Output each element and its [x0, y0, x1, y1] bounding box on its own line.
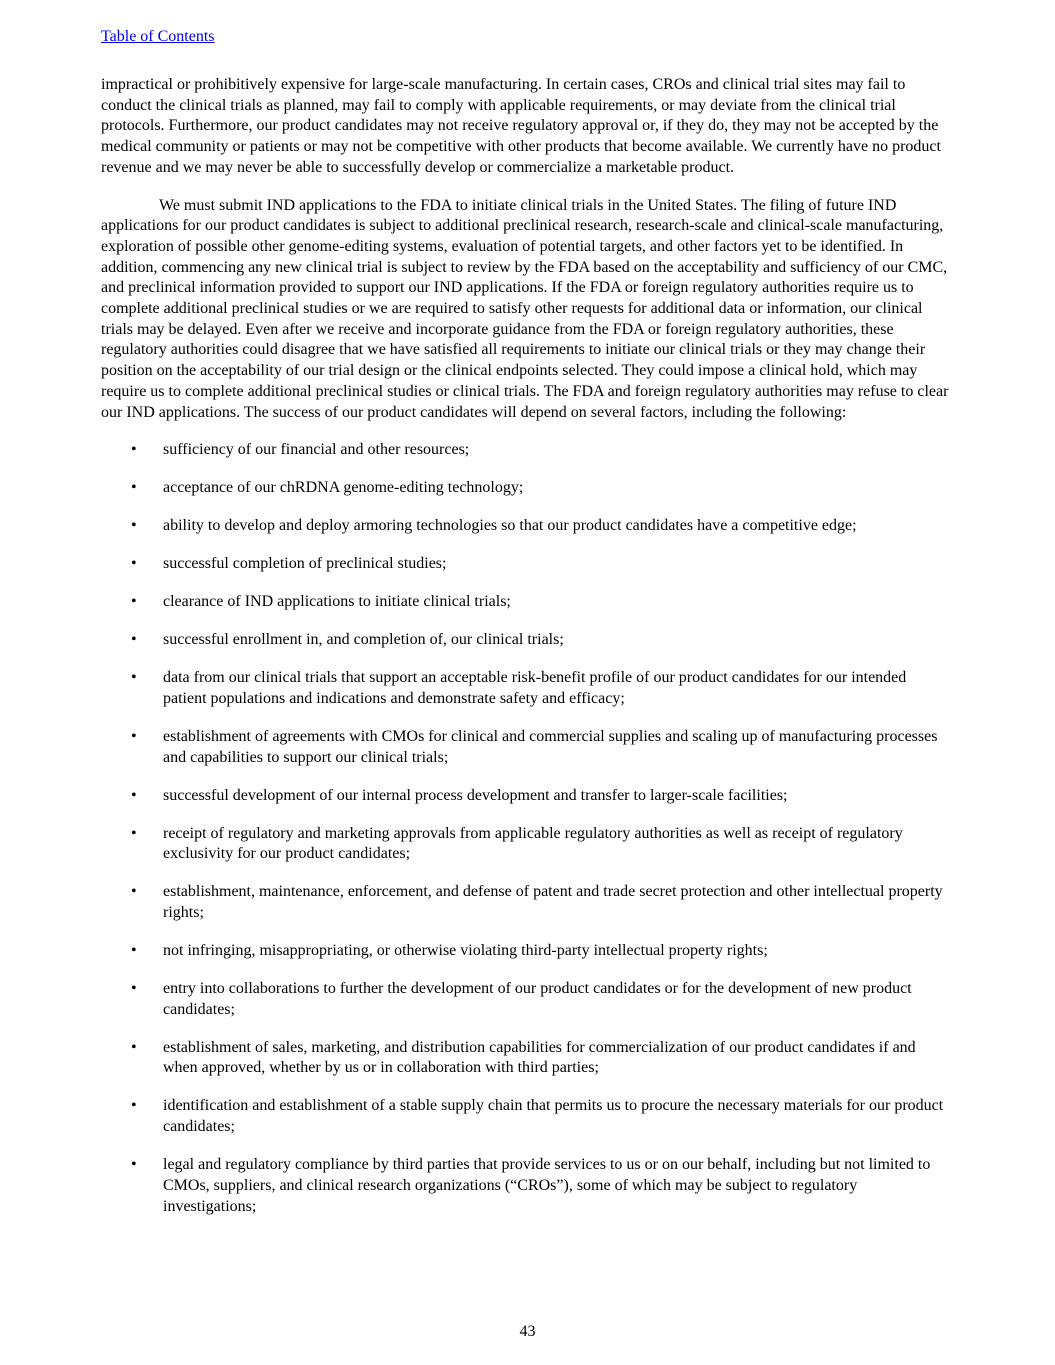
- bullet-icon: •: [131, 942, 137, 960]
- list-item-text: clearance of IND applications to initiate clinical trials;: [163, 593, 511, 611]
- list-item-text: establishment, maintenance, enforcement, and defense of patent and trade secret protection and other intellectual property rights;: [163, 883, 943, 922]
- list-item: [101, 592, 953, 613]
- list-item: [101, 786, 953, 807]
- list-item: [101, 668, 953, 709]
- list-item: [101, 478, 953, 499]
- list-item: [101, 882, 953, 923]
- list-item: [101, 1155, 953, 1217]
- bullet-icon: •: [131, 555, 137, 573]
- success-factors-list: [101, 440, 951, 1217]
- bullet-icon: •: [131, 517, 137, 535]
- bullet-icon: •: [131, 1156, 137, 1174]
- list-item-text: successful enrollment in, and completion of, our clinical trials;: [163, 631, 564, 649]
- bullet-icon: •: [131, 1097, 137, 1115]
- bullet-icon: •: [131, 479, 137, 497]
- list-item-text: legal and regulatory compliance by third parties that provide services to us or on our behalf, including but not limited to CMOs, suppliers, and clinical research organizations (“CROs”), some of which may be subject to regulatory investigations;: [163, 1156, 931, 1215]
- list-item: [101, 440, 953, 461]
- bullet-icon: •: [131, 631, 137, 649]
- list-item-text: successful completion of preclinical studies;: [163, 555, 447, 573]
- bullet-icon: •: [131, 669, 137, 687]
- document-body: [101, 75, 951, 1235]
- table-of-contents-link[interactable]: Table of Contents: [101, 28, 215, 45]
- bullet-icon: •: [131, 727, 137, 745]
- list-item-text: entry into collaborations to further the development of our product candidates or for the development of new product candidates;: [163, 980, 912, 1018]
- list-item-text: not infringing, misappropriating, or otherwise violating third-party intellectual property rights;: [163, 942, 768, 960]
- bullet-icon: •: [131, 824, 137, 842]
- list-item: [101, 630, 953, 651]
- bullet-icon: •: [131, 883, 137, 901]
- bullet-icon: •: [131, 593, 137, 611]
- list-item: [101, 979, 953, 1020]
- list-item-text: receipt of regulatory and marketing approvals from applicable regulatory authorities as well as receipt of regulatory exclusivity for our product candidates;: [163, 824, 903, 863]
- list-item-text: establishment of sales, marketing, and distribution capabilities for commercialization of our product candidates if and when approved, whether by us or in collaboration with third parties;: [163, 1038, 916, 1077]
- bullet-icon: •: [131, 1038, 137, 1056]
- list-item: [101, 1096, 953, 1137]
- list-item: [101, 727, 953, 768]
- bullet-icon: •: [131, 786, 137, 804]
- list-item-text: establishment of agreements with CMOs for clinical and commercial supplies and scaling up of manufacturing processes and capabilities to support our clinical trials;: [163, 727, 938, 766]
- list-item-text: ability to develop and deploy armoring technologies so that our product candidates have a competitive edge;: [163, 517, 857, 535]
- paragraph-continuation: impractical or prohibitively expensive for large-scale manufacturing. In certain cases, CROs and clinical trial sites may fail to conduct the clinical trials as planned, may fail to comply with applicable requirements, or may deviate from the clinical trial protocols. Furthermore, our product candidates may not receive regulatory approval or, if they do, they may not be accepted by the medical community or patients or may not be competitive with other products that become available. We currently have no product revenue and we may never be able to successfully develop or commercialize a marketable product.: [101, 76, 941, 176]
- list-item-text: acceptance of our chRDNA genome-editing technology;: [163, 479, 524, 497]
- list-item: [101, 516, 953, 537]
- list-item: [101, 554, 953, 575]
- list-item-text: data from our clinical trials that support an acceptable risk-benefit profile of our product candidates for our intended patient populations and indications and demonstrate safety and efficacy;: [163, 669, 907, 707]
- list-item-text: identification and establishment of a stable supply chain that permits us to procure the necessary materials for our product candidates;: [163, 1097, 944, 1136]
- list-item: [101, 1038, 953, 1079]
- paragraph-ind-applications: We must submit IND applications to the FDA to initiate clinical trials in the United States. The filing of future IND applications for our product candidates is subject to additional preclinical research, research-scale and clinical-scale manufacturing, exploration of possible other genome-editing systems, evaluation of potential targets, and other factors yet to be identified. In addition, commencing any new clinical trial is subject to review by the FDA based on the acceptability and sufficiency of our CMC, and preclinical information provided to support our IND applications. If the FDA or foreign regulatory authorities require us to complete additional preclinical studies or we are required to satisfy other requests for additional data or information, our clinical trials may be delayed. Even after we receive and incorporate guidance from the FDA or foreign regulatory authorities, these regulatory authorities could disagree that we have satisfied all requirements to initiate our clinical trials or they may change their position on the acceptability of our trial design or the clinical endpoints selected. They could impose a clinical hold, which may require us to complete additional preclinical studies or clinical trials. The FDA and foreign regulatory authorities may refuse to clear our IND applications. The success of our product candidates will depend on several factors, including the following:: [101, 196, 949, 421]
- bullet-icon: •: [131, 980, 137, 998]
- list-item: [101, 824, 953, 865]
- list-item-text: successful development of our internal process development and transfer to larger-scale facilities;: [163, 786, 788, 804]
- list-item: [101, 941, 953, 962]
- page-number: 43: [519, 1323, 536, 1340]
- list-item-text: sufficiency of our financial and other resources;: [163, 441, 470, 459]
- bullet-icon: •: [131, 441, 137, 459]
